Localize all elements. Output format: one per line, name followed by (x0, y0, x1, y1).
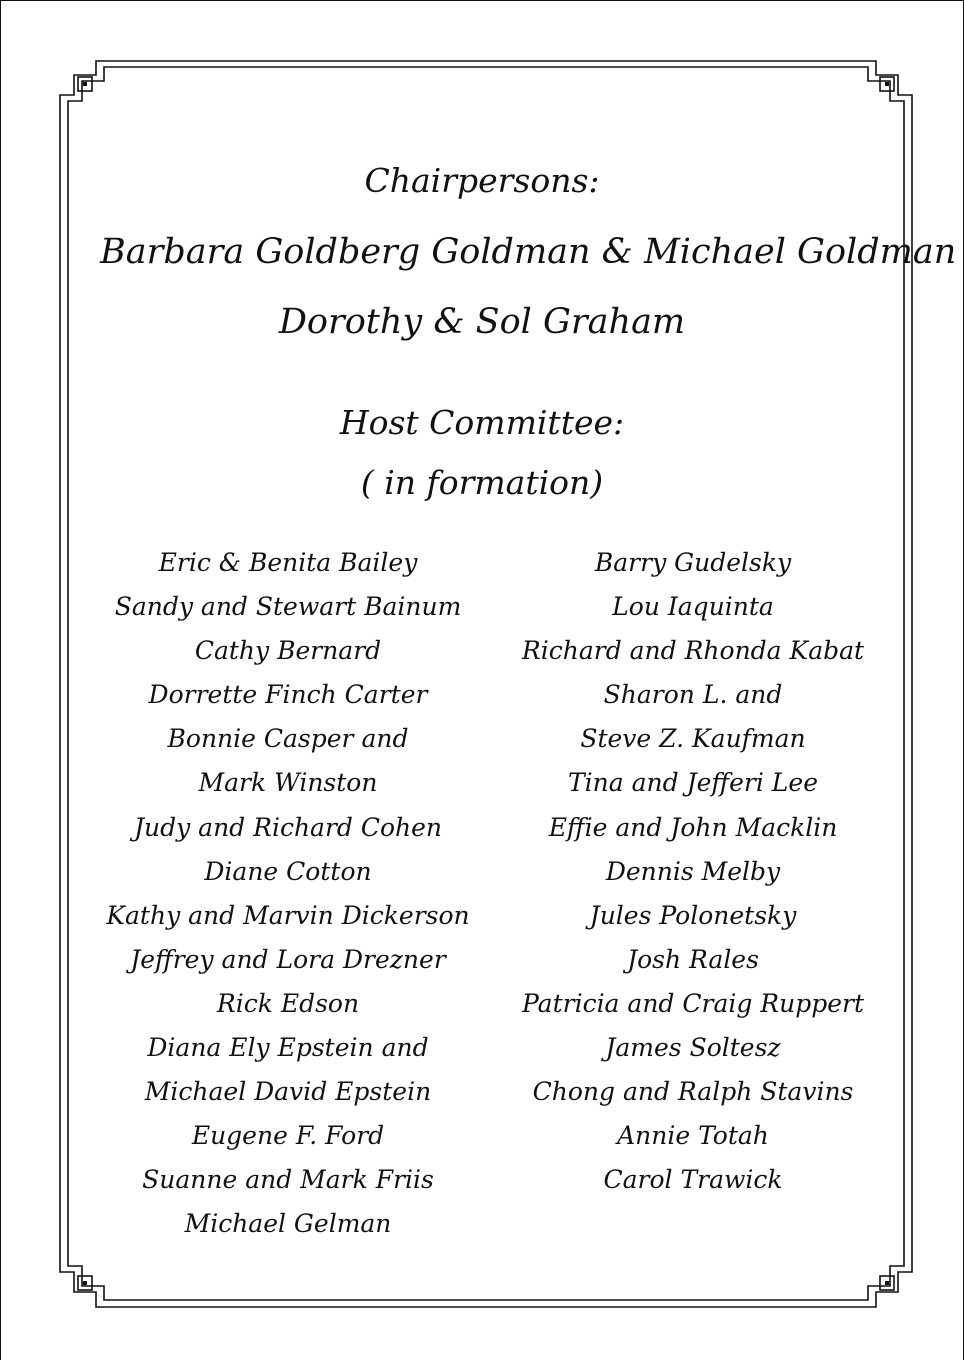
host-committee-right-column (505, 541, 881, 1202)
committee-member: Eric & Benita Bailey (158, 548, 418, 577)
committee-member: Barry Gudelsky (594, 548, 792, 577)
committee-member: Cathy Bernard (194, 636, 382, 666)
committee-member: Chong and Ralph Stavins (532, 1077, 854, 1107)
chairperson-names-2: Dorothy & Sol Graham (278, 302, 686, 342)
committee-member: Jeffrey and Lora Drezner (130, 944, 446, 974)
committee-member: Carol Trawick (603, 1165, 783, 1195)
committee-member: Kathy and Marvin Dickerson (106, 900, 470, 930)
committee-member: Sandy and Stewart Bainum (114, 592, 462, 622)
committee-member: Richard and Rhonda Kabat (521, 636, 865, 666)
chairpersons-heading: Chairpersons: (364, 161, 600, 200)
committee-member: Patricia and Craig Ruppert (521, 988, 865, 1018)
committee-member: Effie and John Macklin (548, 812, 838, 842)
committee-member: Lou Iaquinta (612, 592, 774, 622)
committee-member: Eugene F. Ford (191, 1121, 385, 1151)
committee-member: James Soltesz (605, 1033, 781, 1063)
committee-member: Judy and Richard Cohen (133, 812, 443, 842)
host-committee-subheading: ( in formation) (360, 463, 604, 502)
committee-member: Dorrette Finch Carter (148, 680, 428, 710)
committee-member: Michael Gelman (184, 1209, 392, 1239)
committee-member: Josh Rales (627, 944, 759, 974)
committee-member: Michael David Epstein (144, 1077, 432, 1107)
chairperson-names-1: Barbara Goldberg Goldman & Michael Goldman (100, 232, 957, 272)
committee-member: Steve Z. Kaufman (580, 724, 806, 754)
committee-member: Dennis Melby (605, 856, 781, 886)
committee-member: Mark Winston (198, 768, 378, 798)
host-committee-heading: Host Committee: (339, 403, 625, 442)
committee-member: Tina and Jefferi Lee (568, 768, 818, 798)
committee-member: Rick Edson (216, 988, 360, 1018)
invitation-content (100, 0, 957, 1361)
committee-member: Diana Ely Epstein and (147, 1033, 429, 1063)
committee-member: Suanne and Mark Friis (142, 1165, 434, 1195)
committee-member: Jules Polonetsky (589, 900, 797, 930)
committee-member: Sharon L. and (603, 680, 783, 710)
committee-member: Bonnie Casper and (167, 724, 409, 754)
committee-member: Annie Totah (617, 1121, 769, 1151)
host-committee-left-column (105, 541, 471, 1247)
committee-member: Diane Cotton (204, 856, 372, 886)
